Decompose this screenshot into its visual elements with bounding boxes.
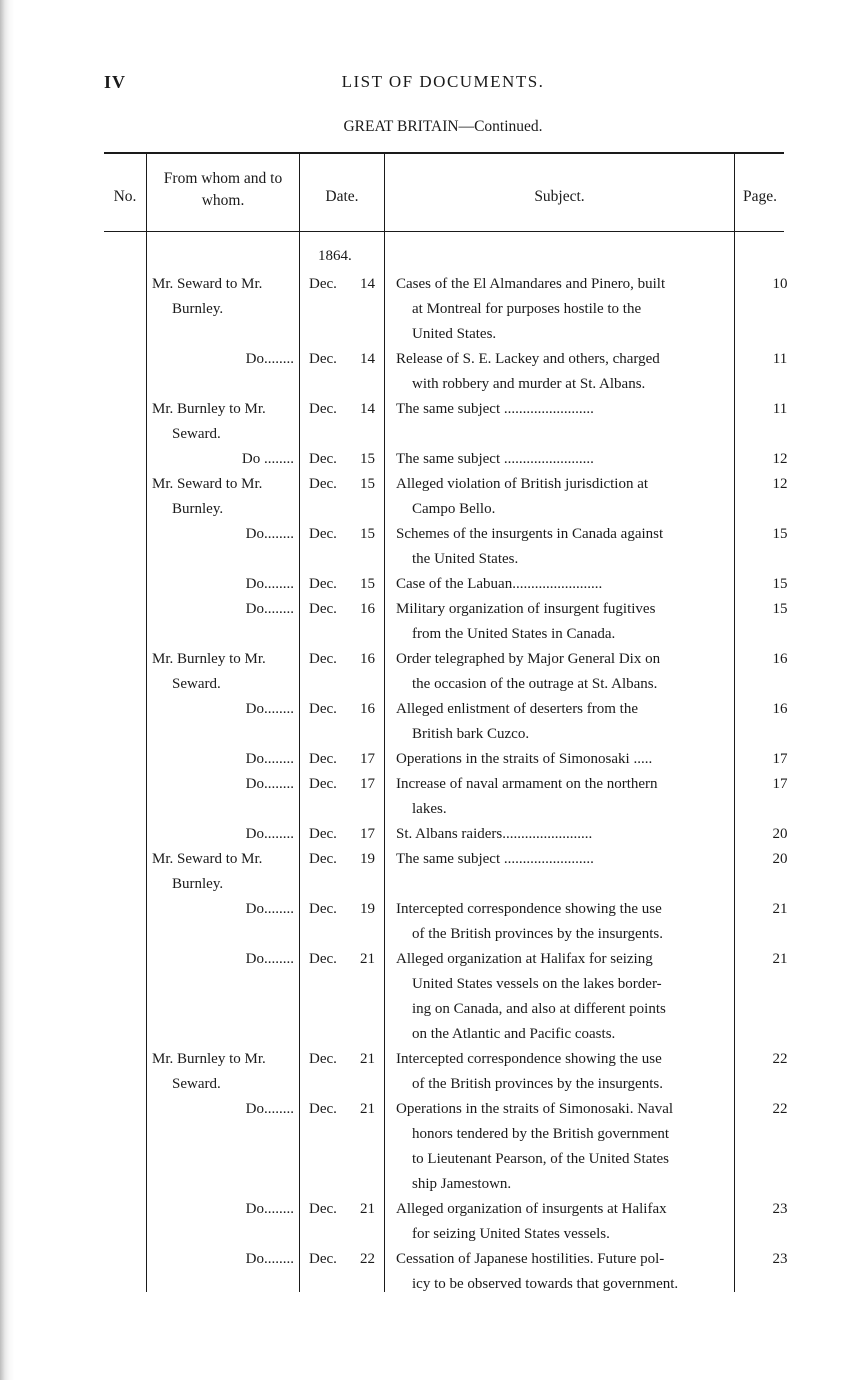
row-from-line1: Do ........ bbox=[241, 451, 294, 467]
row-from bbox=[152, 1047, 298, 1097]
row-from bbox=[152, 472, 298, 522]
row-from bbox=[152, 847, 298, 897]
row-date bbox=[309, 822, 377, 847]
row-date-day: 15 bbox=[360, 476, 375, 492]
row-subject-line: The same subject ........................ bbox=[396, 401, 594, 417]
row-date-day: 17 bbox=[360, 751, 375, 767]
row-from-line1: Do........ bbox=[245, 576, 294, 592]
row-from bbox=[152, 747, 298, 772]
row-from-line1: Mr. Burnley to Mr. bbox=[152, 401, 266, 417]
row-from-line1: Do........ bbox=[245, 601, 294, 617]
column-header-no: No. bbox=[113, 188, 137, 205]
row-page: 23 bbox=[772, 1201, 788, 1217]
row-date-day: 14 bbox=[360, 401, 375, 417]
row-subject bbox=[396, 572, 730, 597]
row-date-month: Dec. bbox=[309, 576, 337, 592]
row-subject-line: British bark Cuzco. bbox=[412, 726, 530, 742]
row-from bbox=[152, 572, 298, 597]
row-date-day: 14 bbox=[360, 351, 375, 367]
row-subject-line: the United States. bbox=[412, 551, 519, 567]
row-date bbox=[309, 1097, 377, 1122]
table-row bbox=[0, 772, 866, 822]
row-from bbox=[152, 647, 298, 697]
row-from-line1: Mr. Burnley to Mr. bbox=[152, 1051, 266, 1067]
row-subject-line: at Montreal for purposes hostile to the bbox=[412, 301, 642, 317]
row-date bbox=[309, 747, 377, 772]
row-subject bbox=[396, 647, 730, 697]
row-subject bbox=[396, 472, 730, 522]
row-subject-line: Case of the Labuan........................ bbox=[396, 576, 603, 592]
table-row bbox=[0, 572, 866, 597]
row-from bbox=[152, 347, 298, 372]
row-subject bbox=[396, 272, 730, 347]
table-top-rule bbox=[104, 152, 784, 154]
row-date-month: Dec. bbox=[309, 826, 337, 842]
row-from bbox=[152, 697, 298, 722]
row-subject-line: Release of S. E. Lackey and others, charged bbox=[396, 351, 660, 367]
row-date-day: 21 bbox=[360, 951, 375, 967]
row-subject-line: on the Atlantic and Pacific coasts. bbox=[412, 1026, 616, 1042]
row-subject bbox=[396, 347, 730, 397]
row-from-line1: Do........ bbox=[245, 901, 294, 917]
row-date-day: 14 bbox=[360, 276, 375, 292]
row-subject-line: honors tendered by the British government bbox=[412, 1126, 670, 1142]
row-from-line1: Do........ bbox=[245, 1101, 294, 1117]
row-from bbox=[152, 1097, 298, 1122]
row-date-month: Dec. bbox=[309, 1201, 337, 1217]
row-date bbox=[309, 572, 377, 597]
year-label: 1864. bbox=[318, 248, 352, 264]
row-date-day: 19 bbox=[360, 901, 375, 917]
row-subject-line: The same subject ........................ bbox=[396, 851, 594, 867]
row-from bbox=[152, 397, 298, 447]
row-from-line1: Do........ bbox=[245, 776, 294, 792]
row-subject-line: for seizing United States vessels. bbox=[412, 1226, 610, 1242]
row-subject bbox=[396, 447, 730, 472]
row-from-line2: Burnley. bbox=[172, 501, 224, 517]
row-date-month: Dec. bbox=[309, 276, 337, 292]
row-from-line2: Burnley. bbox=[172, 301, 224, 317]
row-page: 20 bbox=[772, 851, 788, 867]
table-row bbox=[0, 447, 866, 472]
row-subject-line: Campo Bello. bbox=[412, 501, 496, 517]
row-from-line1: Do........ bbox=[245, 701, 294, 717]
row-date-month: Dec. bbox=[309, 401, 337, 417]
row-from bbox=[152, 947, 298, 972]
row-subject-line: icy to be observed towards that government. bbox=[412, 1276, 679, 1292]
row-from-line2: Seward. bbox=[172, 426, 221, 442]
column-header-from-line1: From whom and to bbox=[163, 170, 283, 187]
table-row bbox=[0, 1247, 866, 1297]
row-page: 22 bbox=[772, 1101, 788, 1117]
table-row bbox=[0, 1047, 866, 1097]
row-date bbox=[309, 1247, 377, 1272]
table-row bbox=[0, 272, 866, 347]
row-from-line1: Mr. Seward to Mr. bbox=[152, 276, 263, 292]
table-row bbox=[0, 397, 866, 447]
row-subject-line: Alleged organization at Halifax for seizing bbox=[396, 951, 653, 967]
row-subject bbox=[396, 847, 730, 872]
row-date-month: Dec. bbox=[309, 526, 337, 542]
row-date-month: Dec. bbox=[309, 1251, 337, 1267]
column-header-date: Date. bbox=[325, 188, 359, 205]
document-list bbox=[0, 272, 866, 1297]
table-row bbox=[0, 897, 866, 947]
row-subject-line: Intercepted correspondence showing the use bbox=[396, 1051, 662, 1067]
column-header-from-line2: whom. bbox=[201, 192, 245, 209]
row-page: 17 bbox=[772, 776, 788, 792]
row-date-month: Dec. bbox=[309, 601, 337, 617]
row-from-line1: Mr. Seward to Mr. bbox=[152, 476, 263, 492]
table-row bbox=[0, 847, 866, 897]
row-subject-line: Cessation of Japanese hostilities. Future pol- bbox=[396, 1251, 665, 1267]
row-subject bbox=[396, 1197, 730, 1247]
row-date bbox=[309, 947, 377, 972]
row-subject-line: Cases of the El Almandares and Pinero, built bbox=[396, 276, 666, 292]
row-subject-line: Increase of naval armament on the northern bbox=[396, 776, 658, 792]
row-page: 11 bbox=[772, 401, 788, 417]
row-date bbox=[309, 447, 377, 472]
table-row bbox=[0, 347, 866, 397]
row-subject bbox=[396, 522, 730, 572]
row-subject bbox=[396, 897, 730, 947]
table-row bbox=[0, 1197, 866, 1247]
row-date bbox=[309, 597, 377, 622]
row-page: 23 bbox=[772, 1251, 788, 1267]
row-date bbox=[309, 347, 377, 372]
row-from-line1: Do........ bbox=[245, 751, 294, 767]
page-numeral: IV bbox=[104, 72, 127, 92]
row-date-month: Dec. bbox=[309, 951, 337, 967]
row-subject-line: Operations in the straits of Simonosaki ..... bbox=[396, 751, 653, 767]
column-header-subject: Subject. bbox=[534, 188, 585, 205]
table-row bbox=[0, 747, 866, 772]
row-date-day: 15 bbox=[360, 576, 375, 592]
row-date-month: Dec. bbox=[309, 1101, 337, 1117]
table-row bbox=[0, 1097, 866, 1197]
row-subject-line: Schemes of the insurgents in Canada against bbox=[396, 526, 664, 542]
row-subject-line: with robbery and murder at St. Albans. bbox=[412, 376, 646, 392]
row-date-day: 22 bbox=[360, 1251, 375, 1267]
row-from bbox=[152, 447, 298, 472]
table-row bbox=[0, 522, 866, 572]
row-subject bbox=[396, 697, 730, 747]
row-from-line1: Do........ bbox=[245, 351, 294, 367]
row-page: 10 bbox=[772, 276, 788, 292]
table-row bbox=[0, 822, 866, 847]
row-date-month: Dec. bbox=[309, 851, 337, 867]
row-date-month: Dec. bbox=[309, 901, 337, 917]
row-date bbox=[309, 1047, 377, 1072]
row-page: 15 bbox=[772, 526, 788, 542]
row-from bbox=[152, 597, 298, 622]
row-page: 11 bbox=[772, 351, 788, 367]
row-from bbox=[152, 272, 298, 322]
row-from-line1: Mr. Seward to Mr. bbox=[152, 851, 263, 867]
row-page: 15 bbox=[772, 601, 788, 617]
row-from-line1: Do........ bbox=[245, 1201, 294, 1217]
row-subject-line: Order telegraphed by Major General Dix on bbox=[396, 651, 661, 667]
row-date-month: Dec. bbox=[309, 651, 337, 667]
row-page: 16 bbox=[772, 651, 788, 667]
row-date-day: 21 bbox=[360, 1051, 375, 1067]
row-date-day: 16 bbox=[360, 601, 375, 617]
row-date-month: Dec. bbox=[309, 776, 337, 792]
column-header-page: Page. bbox=[742, 188, 777, 205]
row-page: 12 bbox=[772, 451, 788, 467]
row-date bbox=[309, 897, 377, 922]
table-row bbox=[0, 597, 866, 647]
row-date-day: 15 bbox=[360, 451, 375, 467]
row-subject bbox=[396, 747, 730, 772]
page-title: LIST OF DOCUMENTS. bbox=[341, 72, 545, 91]
row-from-line1: Do........ bbox=[245, 526, 294, 542]
row-subject-line: Military organization of insurgent fugitives bbox=[396, 601, 656, 617]
row-subject-line: of the British provinces by the insurgents. bbox=[412, 926, 663, 942]
row-subject-line: United States vessels on the lakes border- bbox=[412, 976, 662, 992]
row-subject bbox=[396, 597, 730, 647]
row-date bbox=[309, 647, 377, 672]
row-page: 22 bbox=[772, 1051, 788, 1067]
row-date bbox=[309, 1197, 377, 1222]
row-from bbox=[152, 772, 298, 797]
row-date-day: 19 bbox=[360, 851, 375, 867]
row-date-month: Dec. bbox=[309, 451, 337, 467]
row-from bbox=[152, 522, 298, 547]
row-subject-line: the occasion of the outrage at St. Albans. bbox=[412, 676, 658, 692]
table-header-rule bbox=[104, 231, 784, 232]
row-from bbox=[152, 897, 298, 922]
row-from-line2: Seward. bbox=[172, 1076, 221, 1092]
row-from-line2: Burnley. bbox=[172, 876, 224, 892]
row-date-day: 21 bbox=[360, 1201, 375, 1217]
row-from-line2: Seward. bbox=[172, 676, 221, 692]
row-date-month: Dec. bbox=[309, 701, 337, 717]
row-from-line1: Mr. Burnley to Mr. bbox=[152, 651, 266, 667]
row-date-day: 17 bbox=[360, 826, 375, 842]
row-subject-line: The same subject ........................ bbox=[396, 451, 594, 467]
row-page: 20 bbox=[772, 826, 788, 842]
row-from-line1: Do........ bbox=[245, 951, 294, 967]
row-date-day: 21 bbox=[360, 1101, 375, 1117]
row-subject bbox=[396, 947, 730, 1047]
row-date-day: 15 bbox=[360, 526, 375, 542]
row-subject-line: ship Jamestown. bbox=[412, 1176, 512, 1192]
row-subject-line: of the British provinces by the insurgents. bbox=[412, 1076, 663, 1092]
row-date bbox=[309, 397, 377, 422]
row-date bbox=[309, 847, 377, 872]
row-subject-line: Alleged enlistment of deserters from the bbox=[396, 701, 639, 717]
row-date bbox=[309, 772, 377, 797]
row-subject-line: United States. bbox=[412, 326, 497, 342]
row-date-month: Dec. bbox=[309, 1051, 337, 1067]
row-from bbox=[152, 1247, 298, 1272]
row-from bbox=[152, 1197, 298, 1222]
row-subject-line: St. Albans raiders........................ bbox=[396, 826, 593, 842]
row-subject-line: Operations in the straits of Simonosaki. Naval bbox=[396, 1101, 674, 1117]
row-subject bbox=[396, 1047, 730, 1097]
row-subject bbox=[396, 772, 730, 822]
row-page: 15 bbox=[772, 576, 788, 592]
row-date bbox=[309, 522, 377, 547]
row-from-line1: Do........ bbox=[245, 1251, 294, 1267]
row-from-line1: Do........ bbox=[245, 826, 294, 842]
row-page: 12 bbox=[772, 476, 788, 492]
row-date-day: 16 bbox=[360, 651, 375, 667]
row-date-day: 16 bbox=[360, 701, 375, 717]
row-subject-line: to Lieutenant Pearson, of the United States bbox=[412, 1151, 670, 1167]
row-date bbox=[309, 272, 377, 297]
table-row bbox=[0, 947, 866, 1047]
row-date bbox=[309, 697, 377, 722]
row-subject bbox=[396, 397, 730, 422]
row-subject-line: from the United States in Canada. bbox=[412, 626, 616, 642]
table-row bbox=[0, 472, 866, 522]
row-date bbox=[309, 472, 377, 497]
row-subject bbox=[396, 1247, 730, 1297]
table-row bbox=[0, 697, 866, 747]
column-header-from bbox=[147, 168, 299, 212]
table-row bbox=[0, 647, 866, 697]
row-subject-line: Alleged violation of British jurisdiction at bbox=[396, 476, 649, 492]
row-date-month: Dec. bbox=[309, 751, 337, 767]
row-page: 16 bbox=[772, 701, 788, 717]
row-date-day: 17 bbox=[360, 776, 375, 792]
row-subject bbox=[396, 1097, 730, 1197]
row-subject bbox=[396, 822, 730, 847]
row-date-month: Dec. bbox=[309, 476, 337, 492]
row-subject-line: Intercepted correspondence showing the use bbox=[396, 901, 662, 917]
row-subject-line: ing on Canada, and also at different points bbox=[412, 1001, 666, 1017]
row-page: 21 bbox=[772, 901, 788, 917]
row-subject-line: lakes. bbox=[412, 801, 447, 817]
row-subject-line: Alleged organization of insurgents at Halifax bbox=[396, 1201, 667, 1217]
row-date-month: Dec. bbox=[309, 351, 337, 367]
row-page: 17 bbox=[772, 751, 788, 767]
page-subtitle: GREAT BRITAIN—Continued. bbox=[343, 118, 543, 135]
row-page: 21 bbox=[772, 951, 788, 967]
row-from bbox=[152, 822, 298, 847]
